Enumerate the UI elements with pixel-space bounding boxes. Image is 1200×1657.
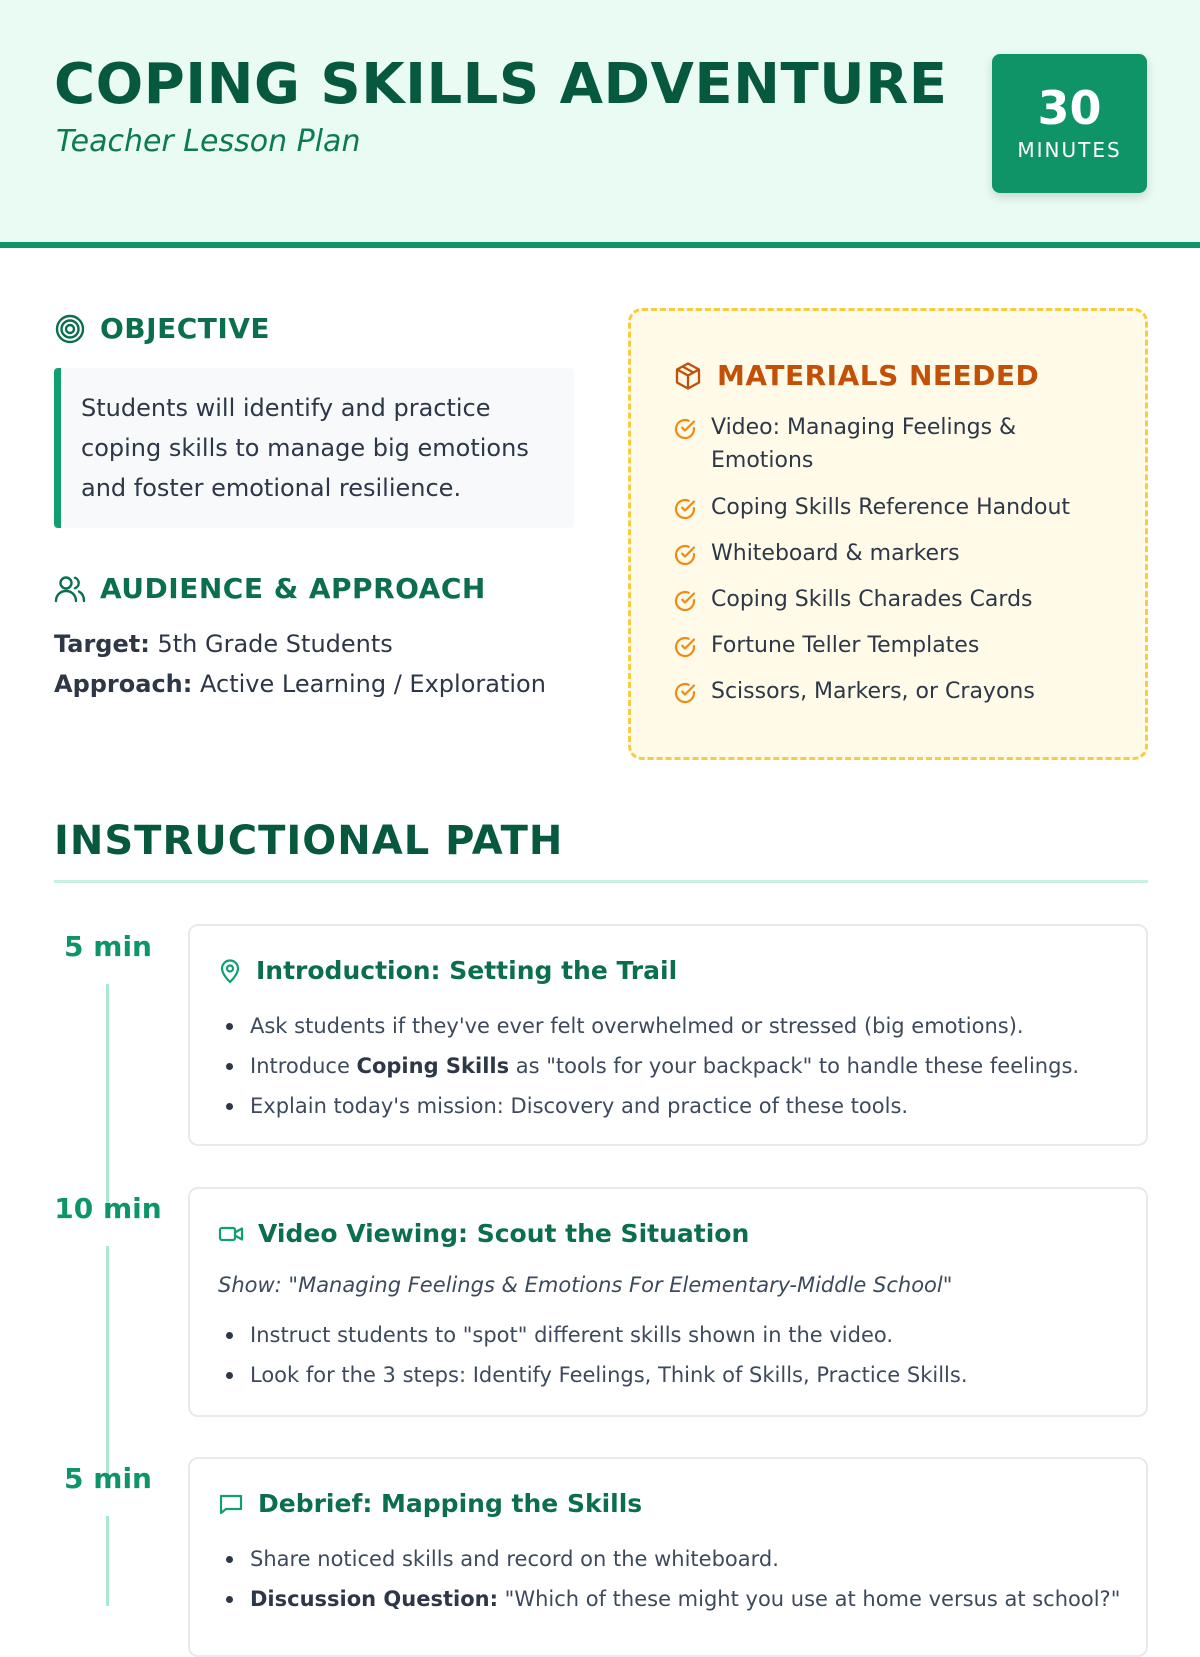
target-value: 5th Grade Students bbox=[157, 630, 393, 658]
duration-badge bbox=[992, 54, 1147, 193]
path-divider bbox=[54, 880, 1148, 883]
materials-heading-text: MATERIALS NEEDED bbox=[717, 359, 1040, 392]
path-heading: INSTRUCTIONAL PATH bbox=[54, 818, 564, 864]
check-circle-icon bbox=[673, 543, 697, 567]
objective-heading-text: OBJECTIVE bbox=[100, 312, 271, 345]
audience-heading-text: AUDIENCE & APPROACH bbox=[100, 572, 486, 605]
material-item-text: Whiteboard & markers bbox=[711, 541, 960, 566]
target-label: Target: bbox=[54, 630, 150, 658]
bullet-text: Look for the 3 steps: Identify Feelings, Think of Skills, Practice Skills. bbox=[250, 1363, 968, 1387]
step-bullet bbox=[222, 1579, 1120, 1619]
material-item-text: Scissors, Markers, or Crayons bbox=[711, 679, 1035, 704]
materials-panel bbox=[628, 308, 1148, 760]
step-card-video bbox=[188, 1187, 1148, 1417]
material-item bbox=[673, 629, 1113, 662]
users-icon bbox=[54, 573, 86, 605]
materials-heading bbox=[673, 359, 1039, 392]
step-card-introduction bbox=[188, 924, 1148, 1146]
step-title-text: Debrief: Mapping the Skills bbox=[258, 1489, 643, 1518]
bullet-emphasis: Coping Skills bbox=[356, 1054, 510, 1078]
bullet-text: "Which of these might you use at home versus at school?" bbox=[497, 1587, 1121, 1611]
target-icon bbox=[54, 313, 86, 345]
audience-heading bbox=[54, 572, 486, 605]
page-title: COPING SKILLS ADVENTURE bbox=[54, 52, 948, 117]
step-bullets bbox=[222, 1315, 968, 1395]
bullet-text: Instruct students to "spot" different skills shown in the video. bbox=[250, 1323, 894, 1347]
step-title bbox=[218, 1489, 642, 1518]
approach-label: Approach: bbox=[54, 670, 193, 698]
message-square-icon bbox=[218, 1492, 244, 1516]
audience-approach bbox=[54, 670, 546, 698]
material-item-text: Fortune Teller Templates bbox=[711, 633, 980, 658]
map-pin-icon bbox=[218, 958, 242, 984]
material-item bbox=[673, 675, 1113, 708]
check-circle-icon bbox=[673, 681, 697, 705]
bullet-text: Introduce bbox=[250, 1054, 357, 1078]
step-time: 10 min bbox=[54, 1192, 162, 1225]
bullet-emphasis: Discussion Question: bbox=[250, 1587, 498, 1611]
duration-value: 30 bbox=[1037, 81, 1102, 135]
material-item-text: Video: Managing Feelings & Emotions bbox=[711, 415, 1017, 473]
step-bullet bbox=[222, 1006, 1079, 1046]
step-bullets bbox=[222, 1539, 1120, 1619]
check-circle-icon bbox=[673, 589, 697, 613]
audience-target bbox=[54, 630, 393, 658]
step-bullet bbox=[222, 1539, 1120, 1579]
material-item-text: Coping Skills Charades Cards bbox=[711, 587, 1033, 612]
step-time: 5 min bbox=[64, 930, 152, 963]
step-bullet bbox=[222, 1046, 1079, 1086]
step-title-text: Video Viewing: Scout the Situation bbox=[258, 1219, 750, 1248]
step-bullet bbox=[222, 1086, 1079, 1126]
step-bullet bbox=[222, 1315, 968, 1355]
check-circle-icon bbox=[673, 417, 697, 441]
approach-value: Active Learning / Exploration bbox=[200, 670, 546, 698]
bullet-text: Ask students if they've ever felt overwhelmed or stressed (big emotions). bbox=[250, 1014, 1024, 1038]
video-icon bbox=[218, 1223, 244, 1245]
header bbox=[0, 0, 1200, 248]
package-icon bbox=[673, 361, 703, 391]
page-subtitle: Teacher Lesson Plan bbox=[56, 124, 361, 159]
video-show-line: Show: "Managing Feelings & Emotions For Elementary-Middle School" bbox=[218, 1273, 953, 1297]
step-title bbox=[218, 1219, 749, 1248]
step-card-debrief bbox=[188, 1457, 1148, 1657]
timeline-line bbox=[106, 984, 109, 1214]
material-item bbox=[673, 537, 1113, 570]
step-title-text: Introduction: Setting the Trail bbox=[256, 956, 678, 985]
duration-unit: MINUTES bbox=[1017, 138, 1122, 162]
bullet-text: as "tools for your backpack" to handle these feelings. bbox=[509, 1054, 1080, 1078]
objective-heading bbox=[54, 312, 270, 345]
step-bullet bbox=[222, 1355, 968, 1395]
check-circle-icon bbox=[673, 497, 697, 521]
material-item bbox=[673, 583, 1113, 616]
step-time: 5 min bbox=[64, 1462, 152, 1495]
bullet-text: Share noticed skills and record on the whiteboard. bbox=[250, 1547, 779, 1571]
step-title bbox=[218, 956, 677, 985]
bullet-text: Explain today's mission: Discovery and practice of these tools. bbox=[250, 1094, 909, 1118]
step-bullets bbox=[222, 1006, 1079, 1126]
objective-text: Students will identify and practice coping skills to manage big emotions and foster emotional resilience. bbox=[54, 368, 574, 528]
material-item-text: Coping Skills Reference Handout bbox=[711, 495, 1071, 520]
timeline-line bbox=[106, 1246, 109, 1480]
timeline-line bbox=[106, 1516, 109, 1606]
check-circle-icon bbox=[673, 635, 697, 659]
material-item bbox=[673, 491, 1113, 524]
material-item bbox=[673, 411, 1113, 477]
